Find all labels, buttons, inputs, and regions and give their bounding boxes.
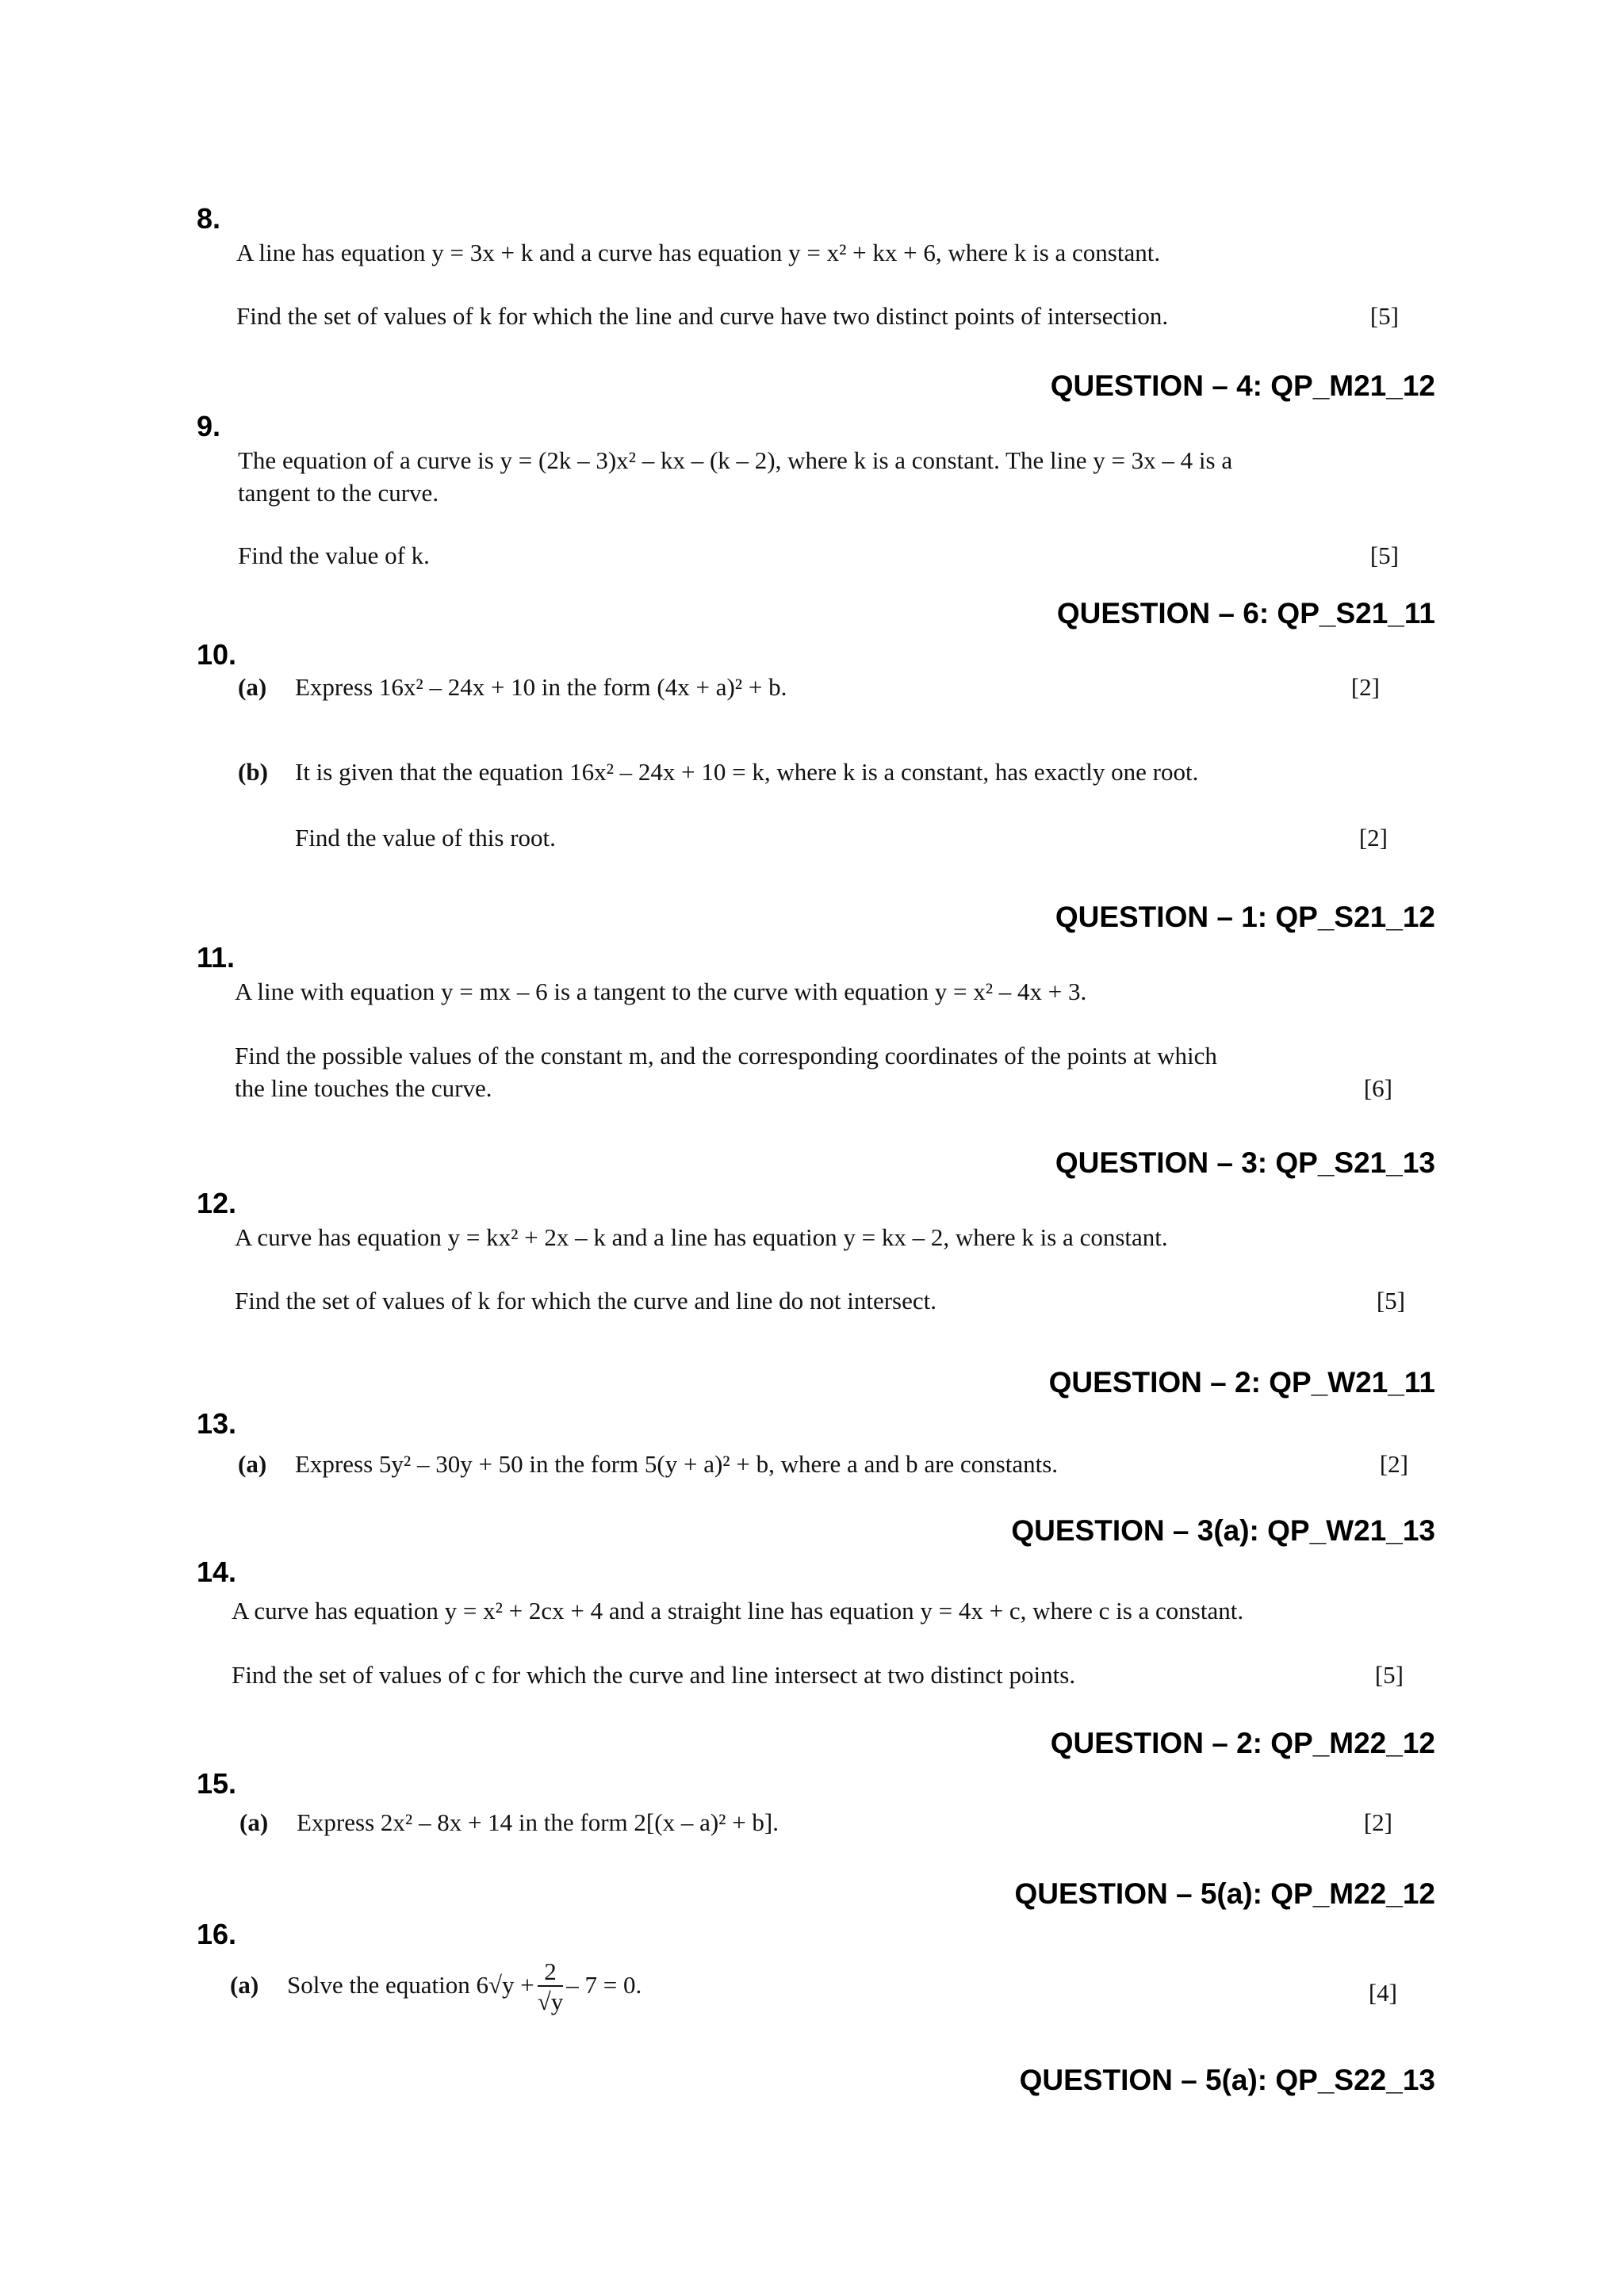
part-text: Express 5y² – 30y + 50 in the form 5(y + a)² + b, where a and b are constants.: [295, 1450, 1059, 1478]
question-text: Find the set of values of k for which the line and curve have two distinct points of intersection.: [236, 302, 1169, 330]
question-reference: QUESTION – 6: QP_S21_11: [1056, 597, 1435, 629]
question-reference: QUESTION – 1: QP_S21_12: [1055, 901, 1435, 933]
part-text: Express 16x² – 24x + 10 in the form (4x + a)² + b.: [295, 673, 787, 701]
question-part-a: [238, 1449, 1058, 1480]
part-text: – 7 = 0.: [566, 1970, 642, 1999]
question-number: 10.: [197, 638, 237, 671]
question-number: 11.: [197, 941, 236, 974]
question-text: A line has equation y = 3x + k and a curve has equation y = x² + kx + 6, where k is a constant.: [236, 239, 1161, 266]
question-text: Find the set of values of k for which the curve and line do not intersect.: [235, 1287, 936, 1314]
part-text: Solve the equation 6√y +: [287, 1970, 534, 1999]
part-text: Express 2x² – 8x + 14 in the form 2[(x – a)² + b].: [297, 1808, 779, 1836]
question-text: A curve has equation y = kx² + 2x – k and a line has equation y = kx – 2, where k is a constant.: [235, 1223, 1168, 1251]
marks-label: [6]: [1363, 1074, 1392, 1102]
question-reference: QUESTION – 5(a): QP_S22_13: [1019, 2064, 1435, 2096]
question-part-a: [230, 1958, 642, 2016]
question-text: A curve has equation y = x² + 2cx + 4 and a straight line has equation y = 4x + c, where c is a constant.: [232, 1597, 1244, 1624]
question-text: The equation of a curve is y = (2k – 3)x² – kx – (k – 2), where k is a constant. The line y = 3x – 4 is a: [238, 446, 1233, 474]
question-number: 13.: [197, 1407, 237, 1440]
question-part-a: [238, 672, 787, 703]
part-label: (b): [238, 758, 268, 786]
marks-label: [2]: [1358, 824, 1388, 851]
question-number: 8.: [197, 202, 221, 235]
question-reference: QUESTION – 3(a): QP_W21_13: [1011, 1514, 1435, 1547]
question-number: 15.: [197, 1767, 237, 1800]
question-text: Find the set of values of c for which the curve and line intersect at two distinct points.: [232, 1661, 1076, 1689]
part-label: (a): [238, 1450, 267, 1478]
question-reference: QUESTION – 3: QP_S21_13: [1055, 1146, 1435, 1179]
marks-label: [2]: [1363, 1808, 1392, 1836]
marks-label: [4]: [1368, 1979, 1397, 2007]
marks-label: [2]: [1350, 673, 1380, 701]
marks-label: [5]: [1369, 541, 1399, 569]
question-part-b: [238, 757, 1198, 788]
question-part-a: [239, 1808, 779, 1839]
question-number: 12.: [197, 1187, 237, 1219]
fraction: [538, 1958, 564, 2016]
question-text: tangent to the curve.: [238, 479, 439, 507]
marks-label: [2]: [1379, 1450, 1408, 1478]
question-text: the line touches the curve.: [235, 1074, 492, 1102]
question-number: 14.: [197, 1556, 237, 1588]
marks-label: [5]: [1369, 302, 1399, 330]
marks-label: [5]: [1376, 1287, 1405, 1314]
question-reference: QUESTION – 5(a): QP_M22_12: [1014, 1877, 1435, 1910]
marks-label: [5]: [1374, 1661, 1404, 1689]
question-text: A line with equation y = mx – 6 is a tangent to the curve with equation y = x² – 4x + 3.: [235, 978, 1087, 1005]
question-text: Find the possible values of the constant m, and the corresponding coordinates of the points at which: [235, 1042, 1217, 1070]
question-text: Find the value of k.: [238, 541, 430, 569]
fraction-denominator: √y: [537, 1988, 564, 2016]
question-reference: QUESTION – 2: QP_M22_12: [1050, 1727, 1435, 1759]
question-reference: QUESTION – 4: QP_M21_12: [1050, 369, 1435, 402]
part-label: (a): [239, 1808, 269, 1836]
question-number: 9.: [197, 410, 221, 442]
question-text: Find the value of this root.: [295, 824, 556, 851]
part-label: (a): [230, 1970, 259, 1999]
fraction-numerator: 2: [538, 1958, 564, 1987]
question-reference: QUESTION – 2: QP_W21_11: [1048, 1366, 1435, 1399]
part-label: (a): [238, 673, 267, 701]
question-number: 16.: [197, 1918, 237, 1950]
part-text: It is given that the equation 16x² – 24x + 10 = k, where k is a constant, has exactly one root.: [295, 758, 1199, 786]
